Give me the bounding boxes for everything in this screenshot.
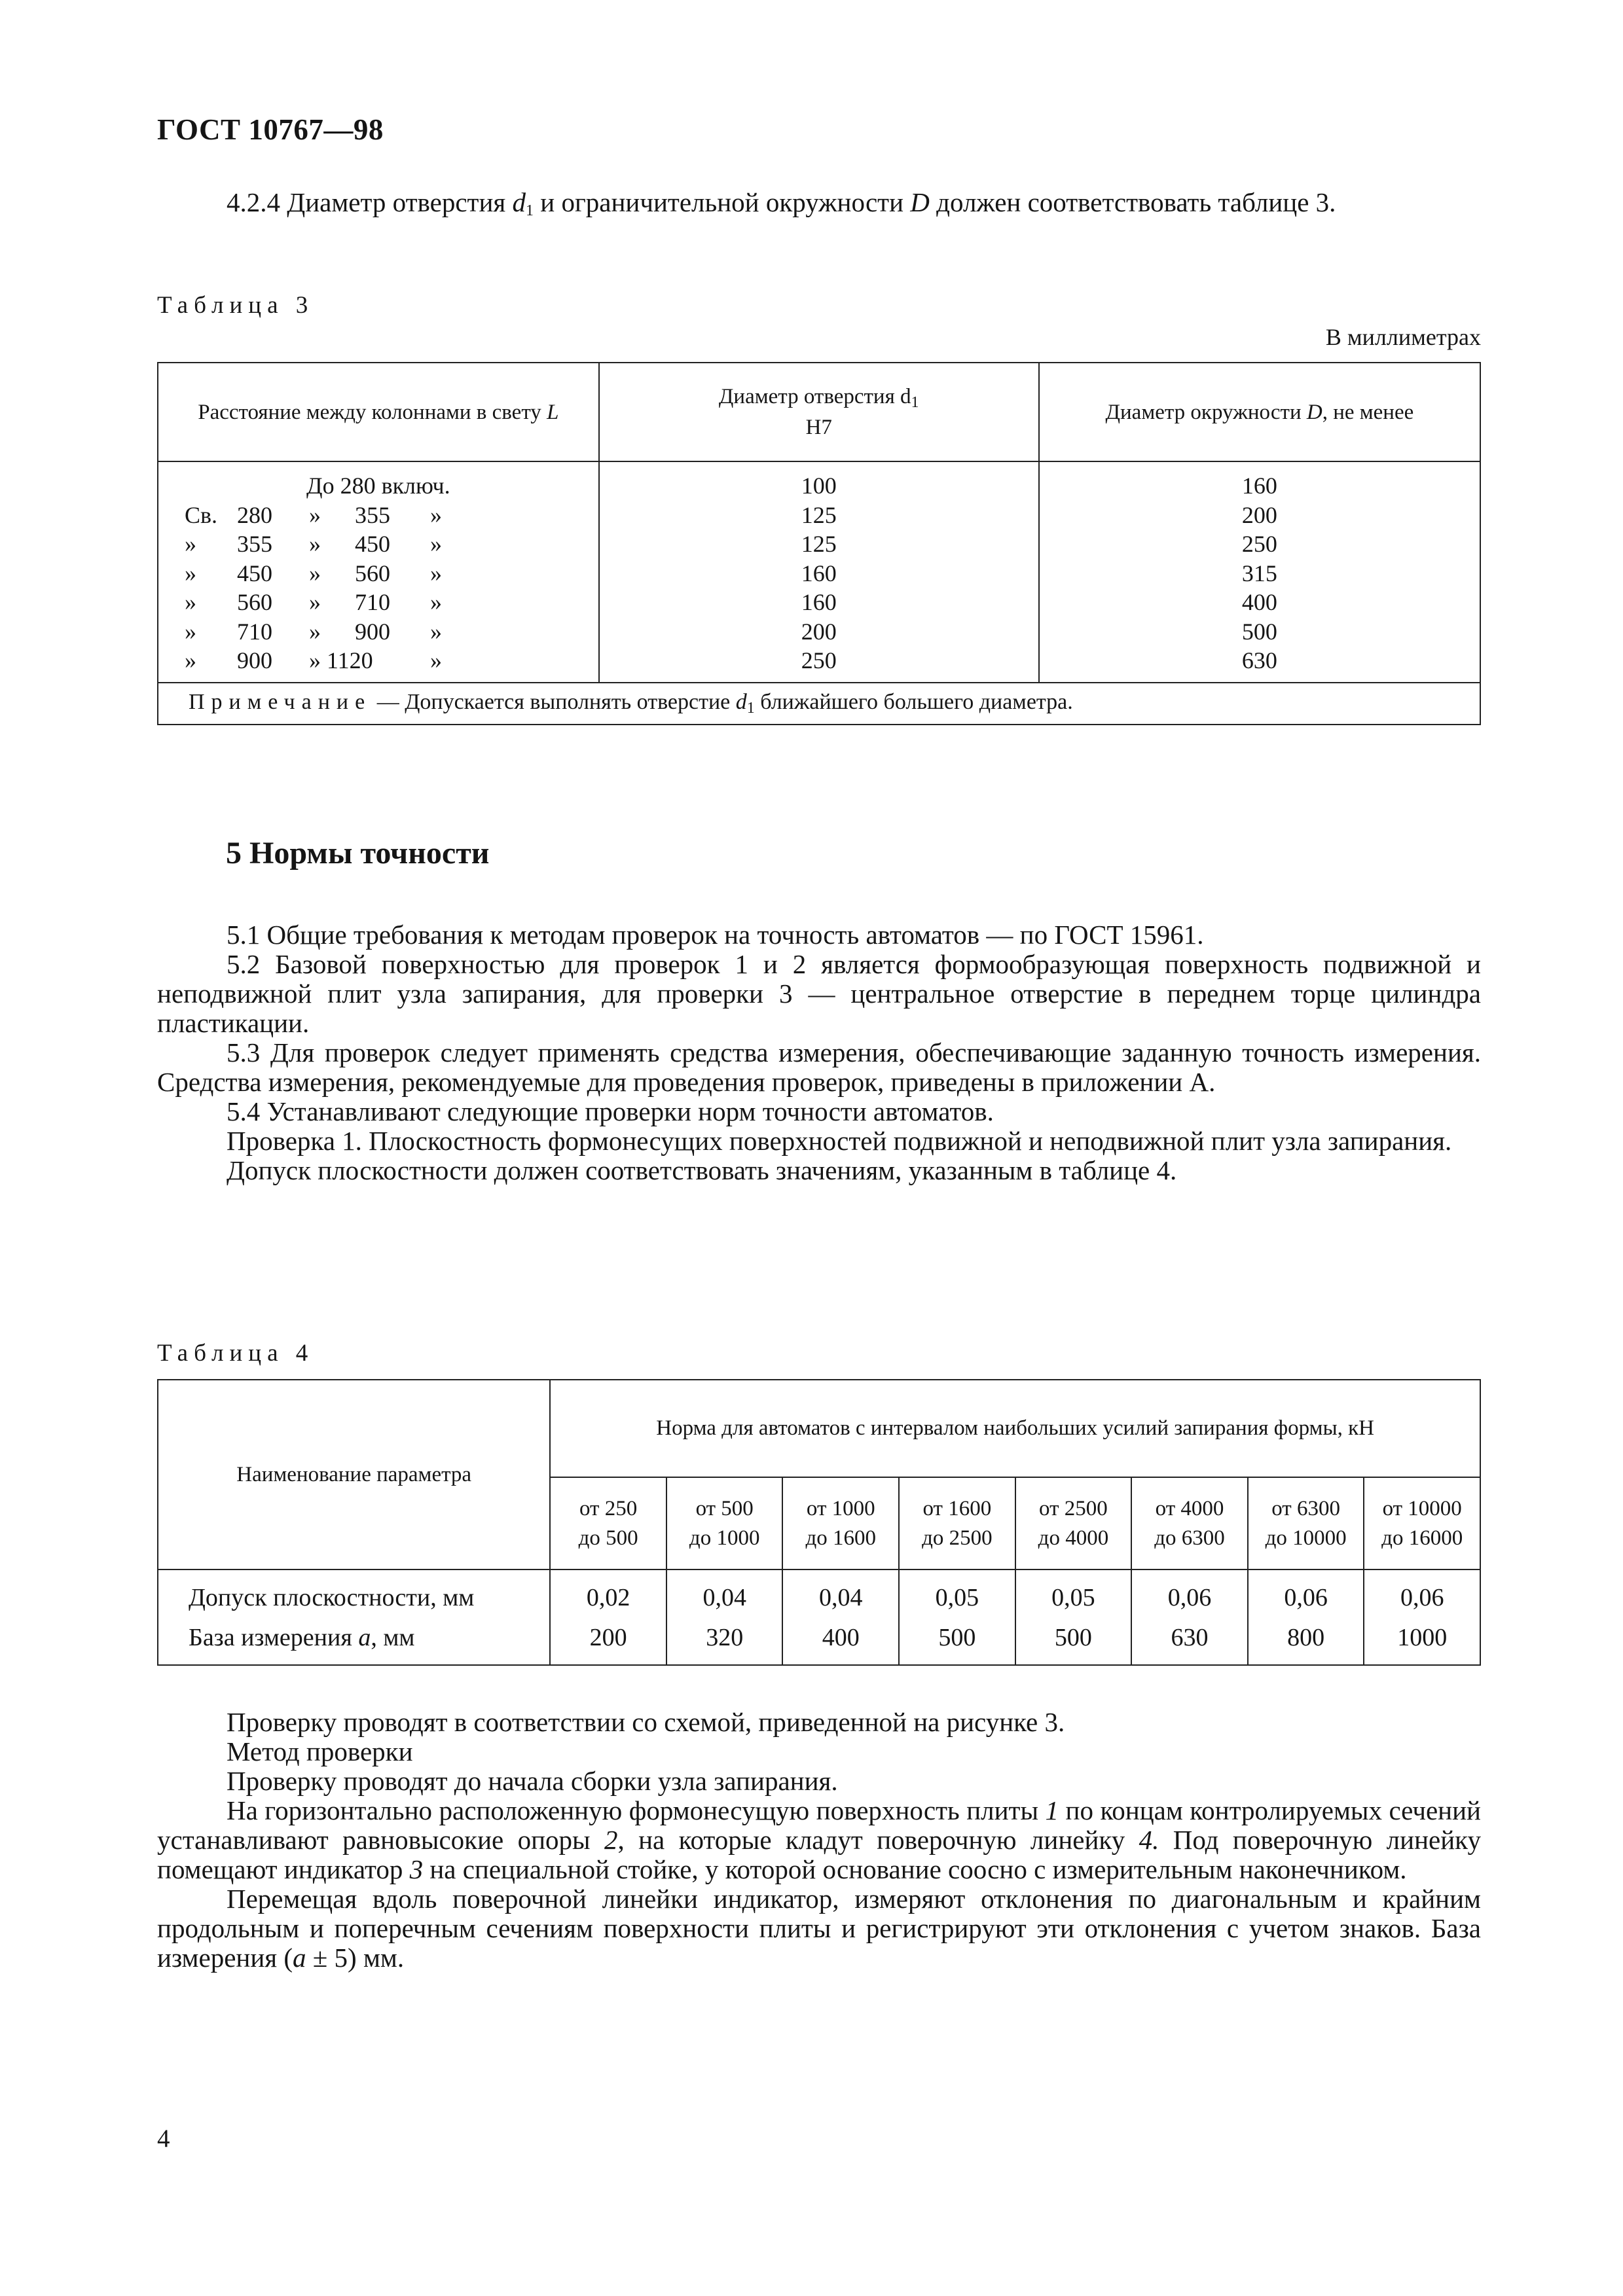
- table-cell: 315: [1241, 560, 1277, 586]
- table-cell: 0,04: [782, 1570, 899, 1616]
- intro-text: 4.2.4 Диаметр отверстия: [227, 187, 513, 217]
- t3-header-hole: Диаметр отверстия $d_1$ H7: [599, 363, 1039, 461]
- paragraph: 5.4 Устанавливают следующие проверки норм точности автоматов.: [227, 1096, 994, 1126]
- section-title: 5 Нормы точности: [226, 836, 490, 870]
- table-row: [158, 1616, 1480, 1665]
- t4-interval: от 500 до 1000: [666, 1477, 783, 1570]
- table4-caption: Таблица 4: [157, 1340, 314, 1367]
- table-cell: 500: [899, 1616, 1015, 1665]
- t3-circle-column: [1039, 461, 1480, 683]
- table-cell: 0,05: [1015, 1570, 1132, 1616]
- section5-body: [157, 920, 1481, 1185]
- table-cell: 250: [801, 647, 837, 673]
- t4-interval: от 250 до 500: [550, 1477, 666, 1570]
- var-d: d: [512, 187, 526, 217]
- table-cell: 100: [801, 473, 837, 499]
- table-cell: 200: [550, 1616, 666, 1665]
- t3-hole-column: [599, 461, 1039, 683]
- table-cell: 200: [1241, 501, 1277, 528]
- table-cell: 0,05: [899, 1570, 1015, 1616]
- table-cell: 0,06: [1248, 1570, 1364, 1616]
- table-cell: До 280 включ.: [306, 473, 450, 499]
- paragraph: Допуск плоскостности должен соответствовать значениям, указанным в таблице 4.: [227, 1155, 1177, 1185]
- paragraph: Проверку проводят в соответствии со схемой, приведенной на рисунке 3.: [227, 1707, 1065, 1737]
- table-cell: 0,06: [1364, 1570, 1480, 1616]
- range-list: Св. 280 » 355 » » 355 » 450 » » 450 » 560 » » 560 » 710 » » 710 » 900 » » 900 » 1120 »: [185, 501, 442, 673]
- paragraph: Метод проверки: [227, 1736, 413, 1767]
- paragraph: Проверку проводят до начала сборки узла запирания.: [227, 1766, 838, 1796]
- table-cell: 160: [1241, 473, 1277, 499]
- t4-interval: от 10000 до 16000: [1364, 1477, 1480, 1570]
- table-cell: 200: [801, 618, 837, 645]
- paragraph: 5.1 Общие требования к методам проверок на точность автоматов — по ГОСТ 15961.: [227, 920, 1204, 950]
- t4-interval: от 6300 до 10000: [1248, 1477, 1364, 1570]
- table-cell: 320: [666, 1616, 783, 1665]
- t4-header-param: Наименование параметра: [158, 1380, 550, 1570]
- page-number: 4: [157, 2125, 170, 2153]
- t3-distance-column: [158, 461, 599, 683]
- paragraph: Проверка 1. Плоскостность формонесущих поверхностей подвижной и неподвижной плит узла запирания.: [227, 1126, 1452, 1156]
- var-D: D: [910, 187, 930, 217]
- t3-note: Примечание — Допускается выполнять отверстие $d_1$ ближайшего большего диаметра.: [158, 683, 1480, 725]
- intro-paragraph: [157, 188, 1481, 226]
- t3-header-circle: Диаметр окружности D, не менее: [1039, 363, 1480, 461]
- table-3: [157, 362, 1481, 725]
- t4-interval: от 2500 до 4000: [1015, 1477, 1132, 1570]
- t4-interval: от 1000 до 1600: [782, 1477, 899, 1570]
- table-cell: 125: [801, 501, 837, 528]
- subscript: 1: [526, 202, 534, 219]
- standard-header: ГОСТ 10767—98: [157, 113, 384, 146]
- table3-caption: Таблица 3: [157, 292, 314, 319]
- table-cell: 500: [1241, 618, 1277, 645]
- method-body: [157, 1708, 1481, 1973]
- table-cell: 630: [1241, 647, 1277, 673]
- paragraph: Перемещая вдоль поверочной линейки индикатор, измеряют отклонения по диагональным и крайним продольным и поперечным сечениям поверхности плиты и регистрируют эти отклонения с учетом знаков. База измерения (a ± 5) мм.: [157, 1884, 1481, 1973]
- table-cell: 250: [1241, 531, 1277, 557]
- table-cell: 0,02: [550, 1570, 666, 1616]
- t4-interval: от 4000 до 6300: [1131, 1477, 1248, 1570]
- table-cell: 400: [782, 1616, 899, 1665]
- intro-text: должен соответствовать таблице 3.: [929, 187, 1336, 217]
- paragraph: 5.2 Базовой поверхностью для проверок 1 и 2 является формообразующая поверхность подвижной и неподвижной плит узла запирания, для проверки 3 — центральное отверстие в переднем торце цилиндра пластикации.: [157, 949, 1481, 1038]
- table-cell: 800: [1248, 1616, 1364, 1665]
- t4-row-name: Допуск плоскостности, мм: [158, 1570, 550, 1616]
- table-cell: 125: [801, 531, 837, 557]
- table-cell: 0,06: [1131, 1570, 1248, 1616]
- table-4: [157, 1379, 1481, 1666]
- intro-text: и ограничительной окружности: [534, 187, 911, 217]
- t4-row-name: База измерения a, мм: [158, 1616, 550, 1665]
- t4-header-norm: Норма для автоматов с интервалом наибольших усилий запирания формы, кН: [550, 1380, 1480, 1477]
- table-cell: 1000: [1364, 1616, 1480, 1665]
- table-cell: 0,04: [666, 1570, 783, 1616]
- table-cell: 500: [1015, 1616, 1132, 1665]
- t3-header-distance: Расстояние между колоннами в свету L: [158, 363, 599, 461]
- table-cell: 630: [1131, 1616, 1248, 1665]
- paragraph: 5.3 Для проверок следует применять средства измерения, обеспечивающие заданную точность измерения. Средства измерения, рекомендуемые для проведения проверок, приведены в приложении А.: [157, 1037, 1481, 1097]
- table3-unit-note: В миллиметрах: [1325, 324, 1481, 350]
- table-cell: 160: [801, 560, 837, 586]
- paragraph: На горизонтально расположенную формонесущую поверхность плиты 1 по концам контролируемых сечений устанавливают равновысокие опоры 2, на которые кладут поверочную линейку 4. Под поверочную линейку помещают индикатор 3 на специальной стойке, у которой основание соосно с измерительным наконечником.: [157, 1795, 1482, 1884]
- table-row: [158, 1570, 1480, 1616]
- t4-interval: от 1600 до 2500: [899, 1477, 1015, 1570]
- table-cell: 160: [801, 589, 837, 615]
- table-cell: 400: [1241, 589, 1277, 615]
